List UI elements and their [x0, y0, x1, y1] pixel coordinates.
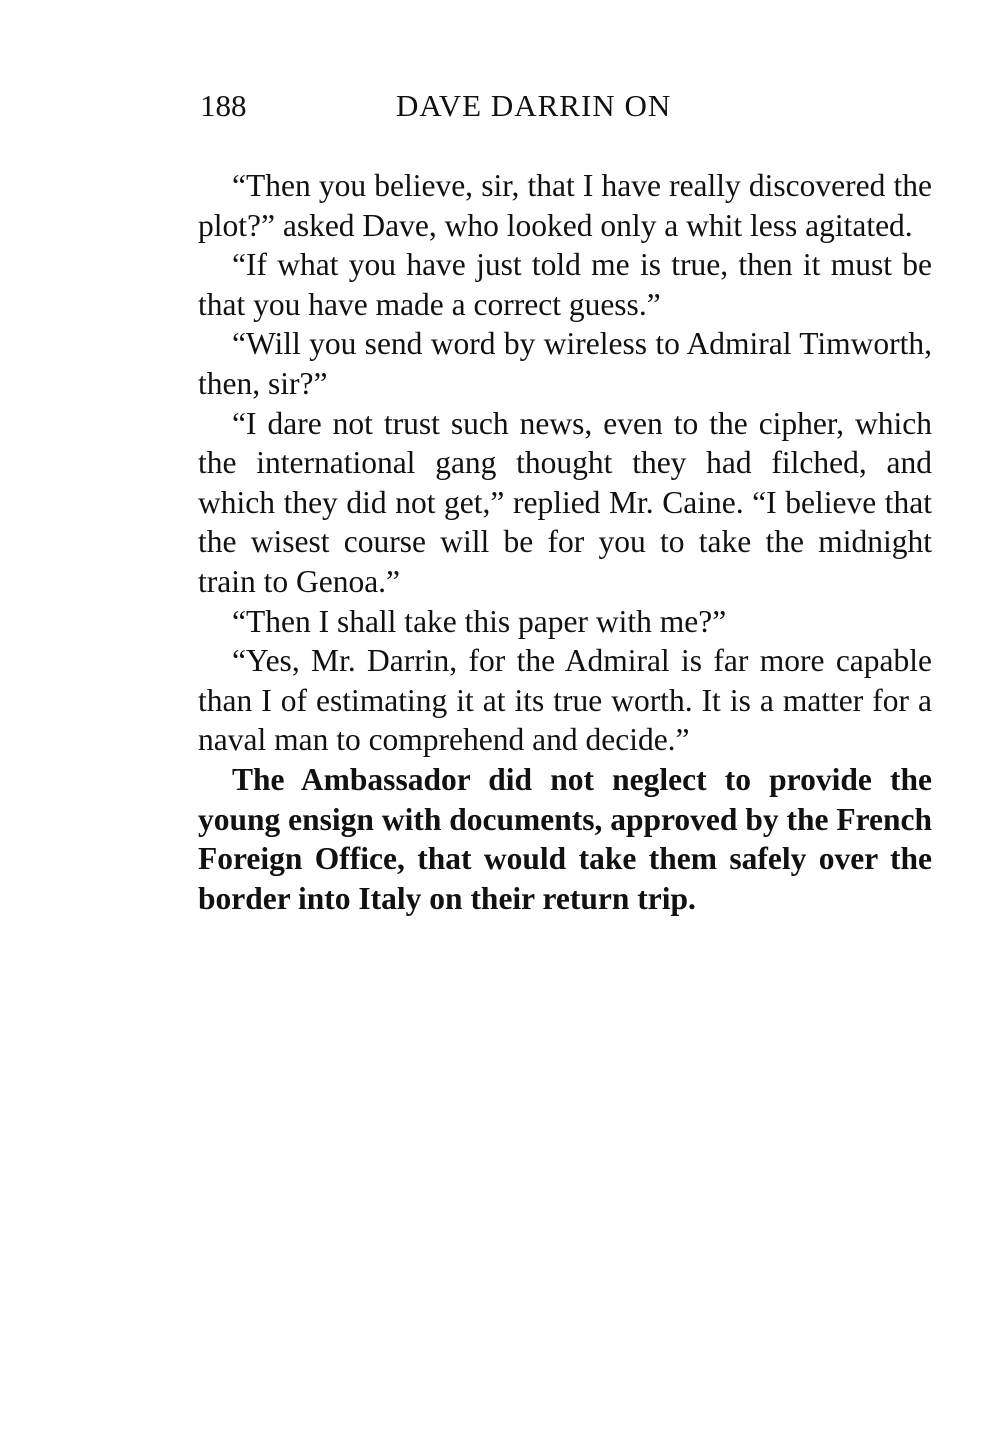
page-number: 188 [200, 88, 247, 123]
running-title: DAVE DARRIN ON [396, 88, 672, 123]
paragraph-ambassador: The Ambassador did not neglect to provide the young ensign with documents, approved by the French Foreign Office, that would take them safely over the border into Italy on their return trip. [198, 761, 932, 916]
paragraph-admiral: “Yes, Mr. Darrin, for the Admiral is far more capable than I of estimating it at its true worth. It is a matter for a naval man to comprehend and decide.” [198, 643, 932, 758]
paragraph-discovered-plot: “Then you believe, sir, that I have really discovered the plot?” asked Dave, who looked only a whit less agitated. [198, 168, 932, 243]
paragraph-cipher: “I dare not trust such news, even to the cipher, which the international gang thought they had filched, and which they did not get,” replied Mr. Caine. “I believe that the wisest course will be for you to take the midnight train to Genoa.” [198, 405, 932, 599]
paragraph-take-paper: “Then I shall take this paper with me?” [232, 603, 727, 639]
running-head [200, 84, 932, 128]
paragraph-wireless: “Will you send word by wireless to Admiral Timworth, then, sir?” [198, 326, 932, 401]
paragraph-correct-guess: “If what you have just told me is true, then it must be that you have made a correct guess.” [198, 247, 932, 322]
body-text [198, 166, 932, 918]
